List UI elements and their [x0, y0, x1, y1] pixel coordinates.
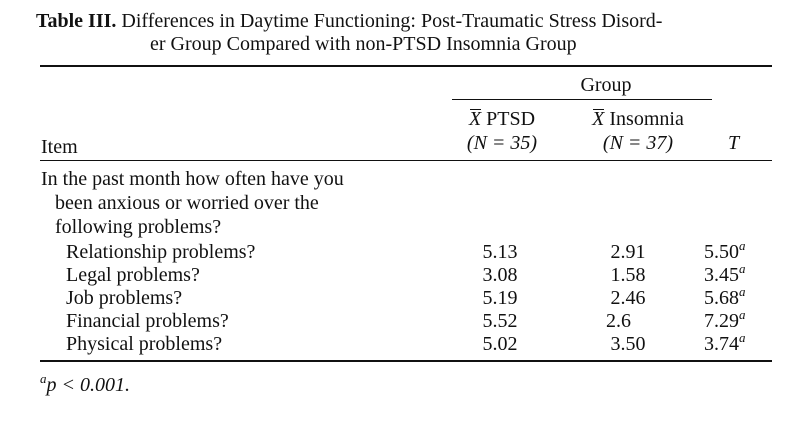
row-ptsd-value: 5.02 — [482, 333, 518, 355]
row-t-value — [704, 261, 746, 286]
t-number: 7.29 — [704, 310, 739, 332]
t-col-header: T — [728, 132, 740, 154]
caption-line-1 — [36, 10, 776, 33]
top-rule — [40, 65, 772, 67]
row-item: Physical problems? — [66, 333, 223, 355]
question-line: following problems? — [55, 216, 222, 238]
row-insomnia-value: 1.58 — [610, 264, 646, 286]
significance-mark: a — [739, 261, 746, 276]
question-line: been anxious or worried over the — [55, 192, 319, 214]
row-insomnia-value: 2.46 — [610, 287, 646, 309]
ptsd-col-name: PTSD — [486, 108, 536, 130]
row-ptsd-value: 5.19 — [482, 287, 518, 309]
insomnia-col-name: Insomnia — [609, 108, 684, 130]
row-ptsd-value: 5.52 — [482, 310, 518, 332]
row-t-value — [704, 330, 746, 355]
significance-mark: a — [739, 307, 746, 322]
insomnia-col-n: (N = 37) — [602, 132, 674, 154]
t-number: 5.50 — [704, 241, 739, 263]
caption-text-1: Differences in Daytime Functioning: Post-Traumatic Stress Disord- — [121, 10, 663, 32]
row-insomnia-value: 3.50 — [610, 333, 646, 355]
row-item: Financial problems? — [66, 310, 229, 332]
significance-mark: a — [739, 330, 746, 345]
item-col-header: Item — [41, 136, 78, 158]
row-item: Relationship problems? — [66, 241, 256, 263]
mean-symbol: X — [468, 108, 482, 130]
ptsd-col-header — [440, 108, 564, 130]
footnote-text: p < 0.001. — [46, 374, 130, 396]
footnote-mark: a — [40, 371, 47, 386]
caption-label: Table III. — [36, 10, 117, 32]
t-number: 5.68 — [704, 287, 739, 309]
row-t-value — [704, 307, 746, 332]
row-item: Legal problems? — [66, 264, 200, 286]
question-line: In the past month how often have you — [41, 168, 344, 190]
row-insomnia-value: 2.91 — [610, 241, 646, 263]
header-rule — [40, 160, 772, 161]
row-ptsd-value: 5.13 — [482, 241, 518, 263]
significance-mark: a — [739, 284, 746, 299]
row-t-value — [704, 238, 746, 263]
row-insomnia-value: 2.6 — [606, 310, 631, 332]
row-ptsd-value: 3.08 — [482, 264, 518, 286]
mean-symbol: X — [592, 108, 605, 130]
ptsd-col-n: (N = 35) — [466, 132, 538, 154]
bottom-rule — [40, 360, 772, 362]
row-t-value — [704, 284, 746, 309]
table-caption — [36, 10, 776, 56]
insomnia-col-header — [568, 108, 708, 130]
t-number: 3.74 — [704, 333, 739, 355]
group-header: Group — [580, 74, 632, 96]
group-rule — [452, 99, 712, 100]
t-number: 3.45 — [704, 264, 739, 286]
row-item: Job problems? — [66, 287, 183, 309]
footnote — [40, 371, 130, 396]
caption-text-2: er Group Compared with non-PTSD Insomnia Group — [150, 33, 577, 55]
significance-mark: a — [739, 238, 746, 253]
